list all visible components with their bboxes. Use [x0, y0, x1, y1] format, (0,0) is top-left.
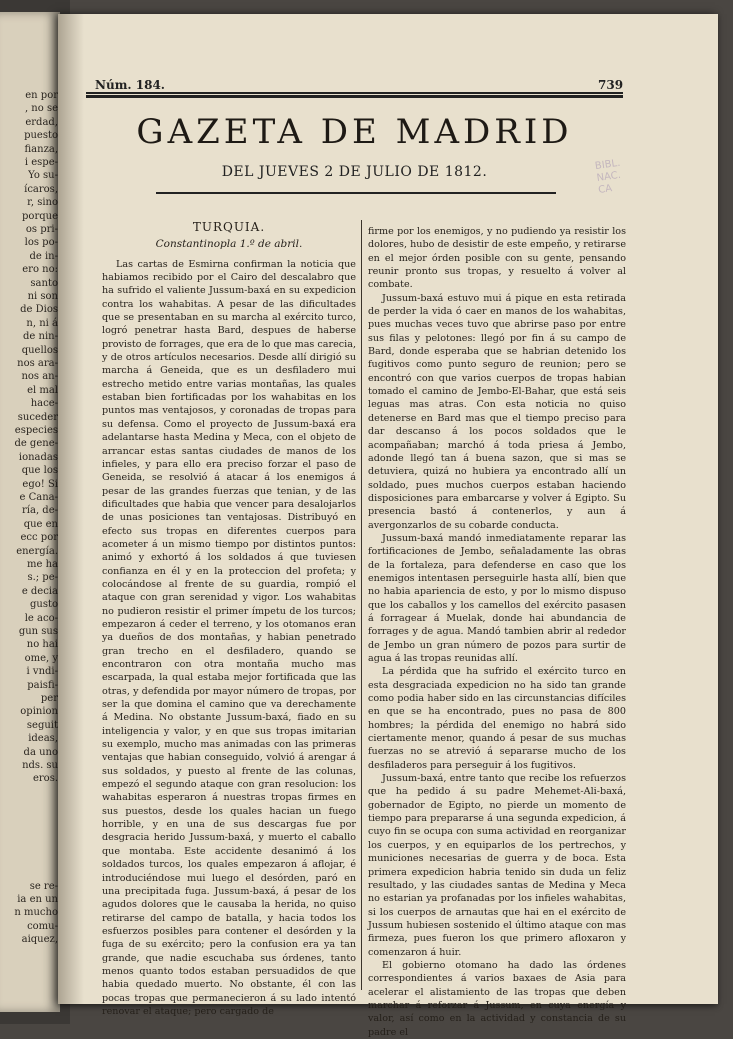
masthead-title: GAZETA DE MADRID [136, 112, 573, 152]
left-page-line: de Dios [20, 304, 58, 316]
header-rule [86, 92, 623, 98]
left-page-line: per [40, 693, 58, 704]
left-page-line: i espe- [24, 157, 58, 168]
left-page-line: santo [30, 277, 58, 289]
left-page-line: quellos [21, 344, 58, 356]
left-page-line: especies [14, 425, 58, 436]
left-page-line: s.; pe- [27, 572, 58, 584]
left-page-line: el mal [27, 384, 58, 396]
left-page-line: se re- [29, 880, 58, 892]
left-page-line: nos an- [21, 371, 58, 383]
date-rule [156, 192, 556, 194]
stamp-line: NAC. [595, 169, 622, 185]
article-paragraph: La pérdida que ha sufrido el exército turco en esta desgraciada expedicion no ha sido tan grande como podia haber sido en las circunstancias difíciles en que se ha encontrado, pues no pasa de 800 hombres; la pérdida del enemigo no habrá sido ciertamente menor, quando á pesar de sus muchas fuerzas no se atrevió á separarse mucho de los desfiladeros para perseguir á los fugitivos. [368, 666, 626, 771]
issue-date: DEL JUEVES 2 DE JULIO DE 1812. [221, 164, 488, 180]
left-page-line: en por [25, 90, 58, 101]
left-page-line: nds. su [22, 760, 58, 771]
left-page-line: los po- [24, 237, 58, 249]
left-page-line: ego! Si [22, 478, 58, 490]
column-divider [361, 220, 362, 990]
left-page-line: i vndi- [26, 666, 58, 678]
article-paragraph: Jussum-baxá estuvo mui á pique en esta retirada de perder la vida ó caer en manos de los wahabitas, pues muchas veces tuvo que abrirse paso por entre sus filas y pelotones: llegó por fin á su campo de Bard, donde esperaba que se habrian detenido los fugitivos como punto seguro de reunion; pero se encontró con que varios cuerpos de tropas habian tomado el camino de Jembo-El-Bahar, que está seis leguas mas atras. Con esta noticia no quiso detenerse en Bard mas que el tiempo preciso para dar descanso á los pocos soldados que le acompañaban; marchó á toda priesa á Jembo, adonde llegó tan á buena sazon, que si mas se detuviera, quizá no hubiera ya encontrado allí un soldado, pues muchos cuerpos estaban haciendo disposiciones para embarcarse y volver á Egipto. Su presencia bastó á contenerlos, y aun á avergonzarlos de su cobarde conducta. [368, 292, 626, 531]
article-paragraph: Jussum-baxá, entre tanto que recibe los refuerzos que ha pedido á su padre Mehemet-Ali-baxá, gobernador de Egipto, no pierde un momento de tiempo para prepararse á una segunda expedicion, á cuyo fin se ocupa con suma actividad en reorganizar los cuerpos, y en equiparlos de los pertrechos, y municiones necesarias de guerra y de boca. Esta primera expedicion habria tenido sin duda un feliz resultado, y las ciudades santas de Medina y Meca no estarian ya profanadas por los infieles wahabitas, si los cuerpos de arnautas que hai en el exército de Jussum hubiesen sostenido el último ataque con mas firmeza, pues fueron los que primero afloxaron y comenzaron á huir. [368, 773, 626, 958]
article-column-2 [368, 225, 626, 1039]
left-page-line: me ha [27, 559, 58, 570]
article-paragraph: Las cartas de Esmirna confirman la noticia que habiamos recibido por el Cairo del descalabro que ha sufrido el valiente Jussum-baxá en su expedicion contra los wahabitas. A pesar de las dificultades que se presentaban en su marcha al exército turco, logró penetrar hasta Bard, despues de haberse provisto de forrages, que era de lo que mas carecia, y de otros artículos necesarios. Desde allí dirigió su marcha á Geneida, que es un desfiladero mui estrecho metido entre varias montañas, las quales estaban bien fortificadas por los wahabitas en los puntos mas ventajosos, y coronadas de tropas para su defensa. Como el proyecto de Jussum-baxá era adelantarse hasta Medina y Meca, con el objeto de arrancar estas santas ciudades de manos de los infieles, y para ello era preciso forzar el paso de Geneida, se resolvió á atacar á los enemigos á pesar de las grandes fuerzas que tenian, y de las dificultades que habia que vencer para desalojarlos de unas posiciones tan ventajosas. Distribuyó en efecto sus tropas en diferentes cuerpos para acometer á un mismo tiempo por distintos puntos: animó y exhortó á los soldados á que tuviesen confianza en él y en la proteccion del profeta; y colocándose al frente de su guardia, rompió el ataque con gran serenidad y vigor. Los wahabitas no pudieron resistir el primer ímpetu de los turcos; empezaron á ceder el terreno, y los otomanos eran ya dueños de dos montañas, y habian penetrado gran trecho en el desfiladero, quando se encontraron con otra montaña mucho mas escarpada, la qual estaba mejor fortificada que las otras, y defendida por mayor número de tropas, por ser la que domina el camino que va derechamente á Medina. No obstante Jussum-baxá, fiado en su inteligencia y valor, y en que sus tropas imitarian su exemplo, mucho mas animadas con las primeras ventajas que habian conseguido, volvió á arengar á sus soldados, y puesto al frente de las colunas, empezó el segundo ataque con gran resolucion: los wahabitas esperaron á nuestras tropas firmes en sus puestos, desde los quales hacian un fuego horrible, y en una de sus descargas fue por desgracia herido Jussum-baxá, y muerto el caballo que montaba. Este accidente desanimó á los soldados turcos, los quales empezaron á aflojar, é introduciéndose mui luego el desórden, paró en una precipitada fuga. Jussum-baxá, á pesar de los agudos dolores que le causaba la herida, no quiso retirarse del campo de batalla, y hacia todos los esfuerzos posibles para contener el desórden y la fuga de su exército; pero la confusion era ya tan grande, que nadie escuchaba sus órdenes, tanto menos quanto todos estaban persuadidos de que habia quedado muerto. No obstante, él con las pocas tropas que permanecieron á su lado intentó renovar el ataque; pero cargado de [102, 258, 356, 1017]
left-page-line: fianza, [24, 143, 58, 155]
page-number: 739 [598, 78, 624, 92]
article-paragraph: Jussum-baxá mandó inmediatamente reparar las fortificaciones de Jembo, señaladamente las obras de la fortaleza, para defenderse en caso que los enemigos intentasen perseguirle hasta allí, bien que no habia apariencia de esto, y por lo mismo dispuso que los caballos y los camellos del exército pasasen á forragear á Muelak, donde hai abundancia de forrages y de agua. Mandó tambien abrir al rededor de Jembo un gran número de pozos para surtir de agua á las tropas reunidas allí. [368, 532, 626, 664]
stamp-line: CA [597, 183, 613, 196]
left-page-line: ia en un [17, 894, 58, 905]
left-page-line: aiquez, [21, 934, 58, 946]
issue-number: Núm. 184. [95, 78, 165, 92]
left-page-line: no hai [26, 639, 58, 651]
left-page-line: nos ara- [17, 358, 58, 369]
left-page-line: eros. [32, 773, 58, 785]
left-page-line: gusto [29, 599, 58, 611]
gutter-shadow [58, 14, 84, 1004]
left-page-line: os pri- [25, 224, 58, 235]
library-stamp [594, 147, 701, 220]
article-dateline: Constantinopla 1.º de abril. [155, 238, 303, 251]
left-page-line: que en [23, 518, 58, 530]
left-page-line: e Cana- [19, 492, 58, 503]
gazette-page [58, 14, 718, 1038]
left-page-line: , no se [24, 103, 58, 115]
left-page-line: opinion [20, 706, 58, 718]
left-page-line: suceder [17, 411, 58, 423]
left-page-line: gun sus [18, 626, 58, 637]
left-page-line: paisfi- [27, 679, 58, 691]
left-page-line: comu- [27, 920, 58, 932]
left-page-line: e decia [21, 585, 58, 597]
left-page-line: ecc por [20, 532, 58, 544]
left-page-line: energía. [16, 545, 58, 557]
stamp-line: BIBL. [594, 157, 622, 173]
article-paragraph: El gobierno otomano ha dado las órdenes correspondientes á varios baxaes de Asia para acelerar el alistamiento de las tropas que deben marchar á reforzar á Jussum, en cuya energía y valor, así como en la actividad y constancia de su padre el [368, 959, 626, 1038]
column-1-body [102, 258, 356, 1019]
left-page-line: ideas, [28, 733, 58, 745]
left-page-line: r, sino [27, 197, 58, 209]
article-paragraph: firme por los enemigos, y no pudiendo ya resistir los dolores, hubo de desistir de este empeño, y retirarse en el mejor órden posible con su gente, pensando reunir pronto sus tropas, y resuelto á volver al combate. [368, 226, 626, 291]
left-page-line: da uno [23, 746, 58, 758]
column-2-body [368, 225, 626, 1039]
left-page-line: de in- [29, 250, 58, 262]
left-page-line: ícaros, [24, 183, 58, 195]
left-page-line: n mucho [14, 907, 58, 919]
left-page-line: ni son [27, 291, 58, 302]
article-column-1 [102, 221, 356, 1018]
left-page-line: n, ni á [26, 317, 58, 329]
left-page-line: ría, de- [22, 505, 58, 517]
section-title: TURQUIA. [192, 220, 266, 234]
left-page-fragment [0, 12, 60, 1012]
left-page-line: porque [22, 210, 58, 222]
left-page-line: ome, y [24, 652, 58, 664]
left-page-line: ero no: [22, 264, 58, 276]
left-page-line: puesto [24, 130, 58, 142]
left-page-line: seguit [26, 719, 58, 731]
left-page-line: de gene- [14, 438, 58, 450]
left-page-line: le aco- [24, 612, 58, 624]
left-page-line: ionadas [18, 451, 58, 463]
left-page-line: hace- [30, 398, 58, 410]
left-page-line: de nin- [23, 331, 58, 343]
left-page-line: Yo su- [28, 170, 58, 182]
left-page-line: que los [21, 465, 58, 477]
left-page-line: erdad, [25, 116, 58, 128]
